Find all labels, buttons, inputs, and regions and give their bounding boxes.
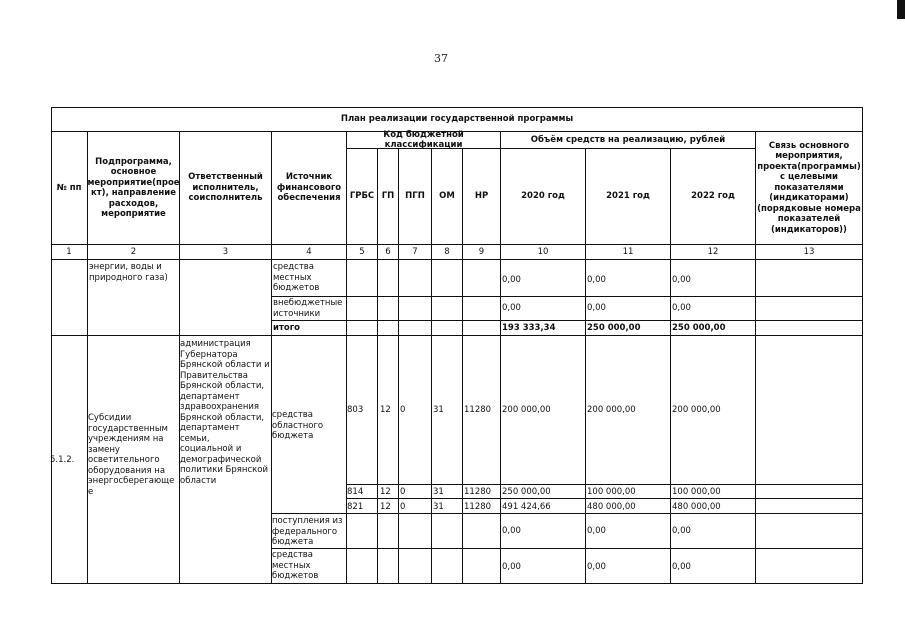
- local-2022: 0,00: [672, 562, 691, 572]
- r814-2020: 250 000,00: [502, 487, 551, 497]
- r821-om: 31: [433, 502, 444, 512]
- colnum-6: 6: [385, 247, 391, 257]
- colnum-3: 3: [222, 247, 229, 257]
- header-no: № пп: [56, 182, 82, 193]
- colnum-13: 13: [803, 247, 815, 257]
- header-pgp: ПГП: [405, 191, 425, 202]
- cont-local-2022: 0,00: [672, 275, 691, 285]
- r803-2020: 200 000,00: [502, 405, 551, 415]
- r821-2022: 480 000,00: [672, 502, 721, 512]
- rule-bottom: [51, 583, 863, 584]
- r821-pgp: 0: [400, 502, 406, 512]
- cont-total-2021: 250 000,00: [587, 323, 641, 333]
- r803-pgp: 0: [400, 405, 406, 415]
- rule-r1: [271, 296, 863, 297]
- r803-nr: 11280: [464, 405, 492, 415]
- rule-r3: [51, 335, 863, 336]
- cont-local-2020: 0,00: [502, 275, 521, 285]
- r803-2021: 200 000,00: [587, 405, 636, 415]
- item-responsible: администрация Губернатора Брянской области и Правительства Брянской области, департамент здравоохранения Брянской области, департамент семьи, социальной и демографической политики Брянской области: [180, 339, 270, 486]
- r814-om: 31: [433, 487, 444, 497]
- cont-total-2020: 193 333,34: [502, 323, 556, 333]
- colnum-12: 12: [707, 247, 719, 257]
- cont-source-local: средства местных бюджетов: [273, 262, 320, 293]
- federal-2021: 0,00: [587, 526, 606, 536]
- r814-pgp: 0: [400, 487, 406, 497]
- colnum-4: 4: [306, 247, 312, 257]
- federal-2022: 0,00: [672, 526, 691, 536]
- cont-local-2021: 0,00: [587, 275, 606, 285]
- header-source: Источник финансового обеспечения: [276, 172, 342, 204]
- colnum-7: 7: [412, 247, 418, 257]
- table-title: План реализации государственной программы: [340, 114, 574, 125]
- header-responsible: Ответственный исполнитель, соисполнитель: [188, 172, 263, 204]
- federal-2020: 0,00: [502, 526, 521, 536]
- vrule-right: [862, 107, 863, 583]
- r803-om: 31: [433, 405, 444, 415]
- header-2020: 2020 год: [521, 191, 565, 202]
- header-gp: ГП: [381, 191, 395, 202]
- colnum-1: 1: [66, 247, 72, 257]
- colnum-5: 5: [359, 247, 365, 257]
- r821-gp: 12: [380, 502, 391, 512]
- cont-source-total: итого: [273, 323, 301, 333]
- r803-grbs: 803: [347, 405, 364, 415]
- colnum-11: 11: [622, 247, 634, 257]
- item-source-federal: поступления из федерального бюджета: [272, 516, 343, 547]
- r803-2022: 200 000,00: [672, 405, 721, 415]
- cont-offbudget-2022: 0,00: [672, 303, 691, 313]
- header-nr: НР: [474, 191, 489, 202]
- r814-grbs: 814: [347, 487, 364, 497]
- r821-nr: 11280: [464, 502, 492, 512]
- rule-r5: [346, 498, 863, 499]
- r814-2021: 100 000,00: [587, 487, 636, 497]
- rule-r2: [271, 320, 863, 321]
- item-number: 5.1.2.: [50, 455, 75, 465]
- header-funds: Объём средств на реализацию, рублей: [530, 134, 726, 145]
- local-2020: 0,00: [502, 562, 521, 572]
- local-2021: 0,00: [587, 562, 606, 572]
- colnum-8: 8: [444, 247, 450, 257]
- rule-r4: [346, 484, 863, 485]
- rule-colnum-bottom: [51, 259, 863, 260]
- continuation-subprogram: энергии, воды и природного газа): [89, 262, 168, 283]
- r821-2021: 480 000,00: [587, 502, 636, 512]
- colnum-9: 9: [478, 247, 485, 257]
- r814-nr: 11280: [464, 487, 492, 497]
- r814-2022: 100 000,00: [672, 487, 721, 497]
- page-number: 37: [434, 52, 448, 65]
- cont-total-2022: 250 000,00: [672, 323, 726, 333]
- header-subprogram: Подпрограмма, основное мероприятие(прое кт), направление расходов, мероприятие: [87, 156, 180, 219]
- item-source-regional: средства областного бюджета: [272, 410, 324, 441]
- header-2021: 2021 год: [606, 191, 650, 202]
- r821-grbs: 821: [347, 502, 364, 512]
- colnum-10: 10: [537, 247, 549, 257]
- cont-source-offbudget: внебюджетные источники: [273, 298, 343, 319]
- header-budget-code: Код бюджетной классификации: [383, 129, 464, 150]
- header-om: ОМ: [439, 191, 455, 202]
- r814-gp: 12: [380, 487, 391, 497]
- header-grbs: ГРБС: [349, 191, 375, 202]
- r821-2020: 491 424,66: [502, 502, 551, 512]
- item-source-local: средства местных бюджетов: [272, 550, 319, 581]
- item-subprogram: Субсидии государственным учреждениям на замену осветительного оборудования на энергосберегающе е: [88, 413, 175, 497]
- colnum-2: 2: [130, 247, 137, 257]
- cont-offbudget-2021: 0,00: [587, 303, 606, 313]
- r803-gp: 12: [380, 405, 391, 415]
- cont-offbudget-2020: 0,00: [502, 303, 521, 313]
- header-2022: 2022 год: [691, 191, 735, 202]
- rule-r7: [271, 548, 863, 549]
- rule-r6: [271, 513, 863, 514]
- rule-header-bottom: [51, 244, 863, 245]
- header-indicator-link: Связь основного мероприятия, проекта(программы) с целевыми показателями (индикаторами) (порядковые номера показателей (индикаторов)): [757, 140, 861, 235]
